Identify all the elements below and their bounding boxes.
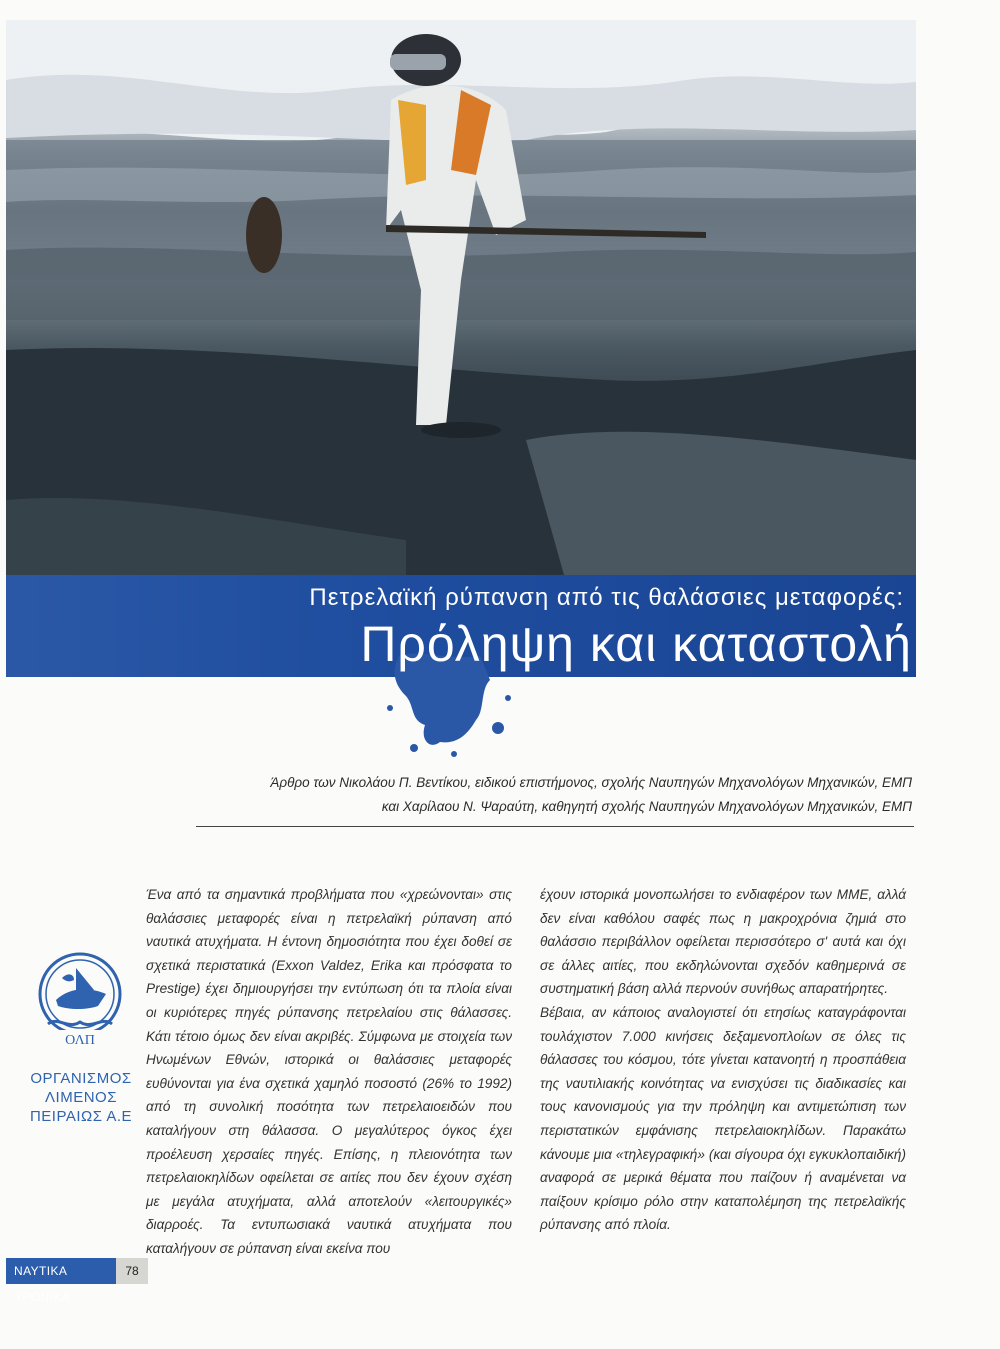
article-paragraph: Ένα από τα σημαντικά προβλήματα που «χρεώνονται» στις θαλάσσιες μεταφορές είναι η πετρελαϊκή ρύπανση από ναυτικά ατυχήματα. Η έντονη δημοσιότητα που έχει δοθεί σε σχετικά περιστατικά (Exxon Valdez, Erika και πρόσφατα το Prestige) έχει δημιουργήσει την εντύπωση ότι τα πλοία είναι οι κυριότερες πηγές ρύπανσης πετρελαίου στις θάλασσες. Κάτι τέτοιο όμως δεν είναι ακριβές. Σύμφωνα με στοιχεία των Ηνωμένων Εθνών, ιστορικά οι θαλάσσιες μεταφορές ευθύνονται για ένα σχετικά χαμηλό ποσοστό (26% το 1992) από τη συνολική ποσότητα των πετρελαιοειδών που καταλήγουν στη θάλασσα. Ο μεγαλύτερος όγκος έχει προέλευση χερσαίες πηγές. Επίσης, η πλειονότητα των πετρελαιοκηλίδων οφείλεται σε αιτίες που δεν έχουν σχέση με μεγάλα ατυχήματα, αλλά αποτελούν «λειτουργικές» διαρροές. Τα εντυπωσιακά ναυτικά ατυχήματα που καταλήγουν σε ρύπανση είναι εκείνα που: [146, 887, 512, 1256]
article-column-2: [540, 883, 906, 1237]
byline-author-1: Άρθρο των Νικολάου Π. Βεντίκου, ειδικού επιστήμονος, σχολής Ναυπηγών Μηχανολόγων Μηχανικών, ΕΜΠ: [270, 775, 912, 790]
page-number: 78: [116, 1258, 148, 1284]
article-paragraph: έχουν ιστορικά μονοπωλήσει το ενδιαφέρον των ΜΜΕ, αλλά δεν είναι καθόλου σαφές πως η μακροχρόνια ζημιά στο θαλάσσιο περιβάλλον οφείλεται περισσότερο σ' αυτά και όχι σε άλλες αιτίες, που εκδηλώνονται σχεδόν καθημερινά σε συστηματική βάση αλλά περνούν συνήθως απαρατήρητες.: [540, 887, 906, 997]
org-name-line-1: ΟΡΓΑΝΙΣΜΟΣ: [30, 1070, 132, 1087]
logo-monogram: ΟΛΠ: [65, 1033, 95, 1048]
byline-divider: [196, 826, 914, 827]
hero-photo-illustration: [6, 20, 916, 582]
hero-photo: [6, 20, 916, 582]
org-name-line-2: ΛΙΜΕΝΟΣ: [45, 1089, 117, 1106]
byline-author-2: και Χαρίλαου Ν. Ψαραύτη, καθηγητή σχολής Ναυπηγών Μηχανολόγων Μηχανικών, ΕΜΠ: [381, 799, 912, 814]
article-title: Πρόληψη και καταστολή: [360, 616, 912, 672]
magazine-name: ΝΑΥΤΙΚΑ ΧΡΟΝΙΚΑ: [6, 1258, 116, 1284]
olp-logo-icon: [28, 950, 132, 1050]
org-name-line-3: ΠΕΙΡΑΙΩΣ Α.Ε: [29, 1108, 133, 1125]
article-subtitle: Πετρελαϊκή ρύπανση από τις θαλάσσιες μεταφορές:: [309, 584, 904, 611]
article-paragraph: Βέβαια, αν κάποιος αναλογιστεί ότι ετησίως καταγράφονται τουλάχιστον 7.000 κινήσεις δεξαμενοπλοίων σε όλες τις θάλασσες του κόσμου, τότε γίνεται κατανοητή η προσπάθεια της ναυτιλιακής κοινότητας να ενισχύσει τις διαδικασίες και τους κανονισμούς για την πρόληψη και αντιμετώπιση των περιστατικών εμφάνισης πετρελαιοκηλίδων. Παρακάτω κάνουμε μια «τηλεγραφική» (και σίγουρα όχι εγκυκλοπαιδική) αναφορά σε μερικά θέματα που παίζουν ή αναμένεται να παίξουν κρίσιμο ρόλο στην καταπολέμηση της πετρελαϊκής ρύπανσης από πλοία.: [540, 1004, 906, 1233]
article-column-1: [146, 883, 512, 1261]
